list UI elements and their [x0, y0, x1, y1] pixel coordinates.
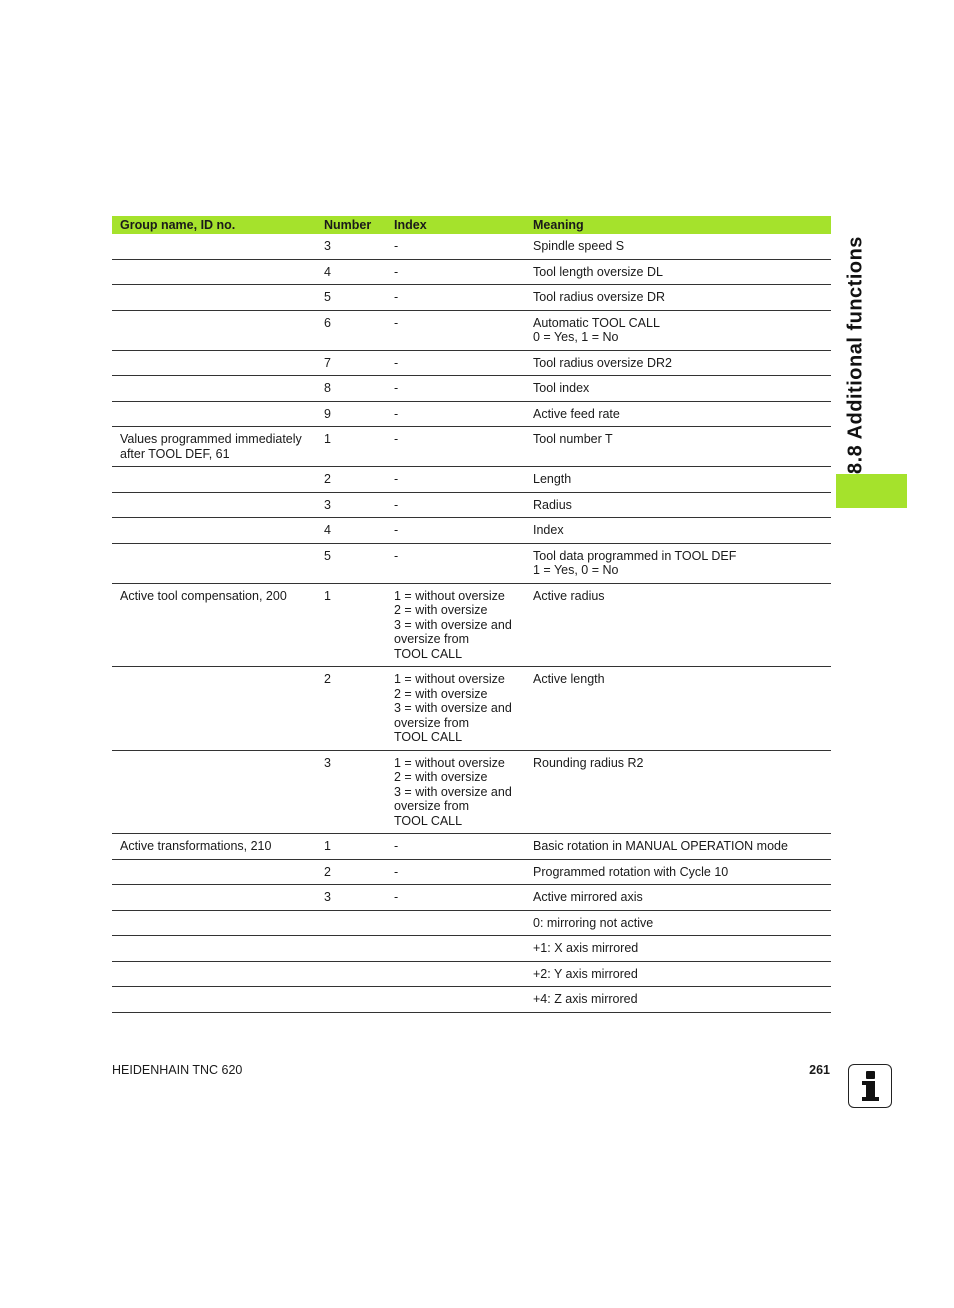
cell-meaning: Active feed rate: [533, 406, 620, 421]
cell-number: 3: [324, 497, 331, 512]
cell-index: -: [394, 264, 399, 279]
cell-group: [112, 916, 324, 931]
cell-number: 9: [324, 406, 331, 421]
table-header: [112, 216, 831, 234]
cell-index: -: [394, 239, 399, 253]
cell-group: [112, 523, 324, 538]
table-row: [112, 987, 831, 1013]
cell-meaning: Tool radius oversize DR2: [533, 355, 672, 370]
cell-index: -: [394, 890, 399, 904]
cell-number: 3: [324, 755, 331, 770]
cell-number: 3: [324, 239, 331, 253]
cell-group: [112, 941, 324, 956]
cell-number: 6: [324, 315, 331, 330]
cell-number: 8: [324, 381, 331, 395]
table-row: [112, 518, 831, 544]
cell-index: -: [394, 315, 399, 330]
cell-index: -: [394, 472, 399, 486]
cell-group: [112, 356, 324, 371]
cell-group: Active tool compensation, 200: [120, 588, 287, 603]
cell-meaning: Active length: [533, 672, 605, 686]
cell-group: [112, 672, 324, 745]
cell-index: 1 = without oversize 2 = with oversize 3 = with oversize and oversize from TOOL CALL: [394, 755, 512, 828]
parameter-table: [112, 216, 831, 1013]
table-row: [112, 351, 831, 377]
section-tab-marker: [836, 474, 907, 508]
cell-number: 7: [324, 355, 331, 370]
cell-group: [112, 549, 324, 578]
cell-group: [112, 967, 324, 982]
cell-meaning: +4: Z axis mirrored: [533, 992, 638, 1006]
table-row: [112, 402, 831, 428]
table-row: [112, 834, 831, 860]
cell-number: [324, 941, 394, 956]
table-row: [112, 493, 831, 519]
cell-group: [112, 756, 324, 829]
cell-meaning: Tool data programmed in TOOL DEF 1 = Yes, 0 = No: [533, 548, 737, 577]
table-row: [112, 911, 831, 937]
cell-number: 1: [324, 432, 331, 446]
cell-group: [112, 865, 324, 880]
cell-group: [112, 472, 324, 487]
cell-meaning: Basic rotation in MANUAL OPERATION mode: [533, 839, 788, 853]
section-title-text: 8.8 Additional functions: [844, 236, 867, 474]
table-row: [112, 376, 831, 402]
cell-index: [394, 992, 533, 1007]
cell-meaning: Spindle speed S: [533, 239, 625, 253]
cell-index: -: [394, 381, 399, 395]
table-row: [112, 667, 831, 751]
table-row: [112, 544, 831, 584]
info-icon: [848, 1064, 892, 1108]
cell-meaning: Tool number T: [533, 432, 613, 446]
cell-index: -: [394, 839, 399, 853]
cell-number: 2: [324, 472, 331, 486]
cell-meaning: Length: [533, 472, 572, 486]
cell-group: [112, 290, 324, 305]
cell-number: [324, 992, 394, 1007]
cell-number: 4: [324, 264, 331, 279]
header-number: Number: [324, 218, 372, 232]
cell-number: 4: [324, 523, 331, 537]
cell-meaning: Active mirrored axis: [533, 890, 643, 904]
table-row: [112, 584, 831, 668]
cell-number: 2: [324, 672, 331, 686]
cell-index: -: [394, 406, 399, 421]
cell-index: -: [394, 548, 399, 563]
cell-number: [324, 967, 394, 982]
cell-number: 5: [324, 548, 331, 563]
cell-index: 1 = without oversize 2 = with oversize 3 = with oversize and oversize from TOOL CALL: [394, 672, 512, 744]
cell-group: [112, 381, 324, 396]
table-row: [112, 234, 831, 260]
table-row: [112, 285, 831, 311]
cell-index: -: [394, 355, 399, 370]
cell-meaning: Radius: [533, 497, 572, 512]
cell-group: [112, 992, 324, 1007]
header-meaning: Meaning: [533, 218, 584, 232]
header-group: Group name, ID no.: [120, 218, 236, 232]
cell-number: 1: [324, 839, 331, 853]
cell-meaning: Tool radius oversize DR: [533, 290, 665, 304]
cell-index: -: [394, 523, 399, 537]
cell-meaning: +1: X axis mirrored: [533, 941, 639, 955]
table-row: [112, 860, 831, 886]
cell-index: 1 = without oversize 2 = with oversize 3 = with oversize and oversize from TOOL CALL: [394, 588, 512, 661]
cell-index: -: [394, 432, 399, 446]
cell-meaning: +2: Y axis mirrored: [533, 966, 638, 981]
cell-number: 1: [324, 588, 331, 603]
footer-product: HEIDENHAIN TNC 620: [112, 1063, 243, 1077]
cell-meaning: Programmed rotation with Cycle 10: [533, 864, 729, 879]
cell-number: 5: [324, 290, 331, 304]
cell-meaning: Tool index: [533, 381, 590, 395]
table-row: [112, 427, 831, 467]
cell-group: [112, 407, 324, 422]
cell-index: -: [394, 290, 399, 304]
table-row: [112, 962, 831, 988]
cell-number: 2: [324, 864, 331, 879]
cell-group: [112, 239, 324, 254]
table-row: [112, 936, 831, 962]
cell-group: Values programmed immediately after TOOL DEF, 61: [120, 432, 302, 461]
table-row: [112, 751, 831, 835]
table-row: [112, 885, 831, 911]
table-body: [112, 234, 831, 1013]
section-title: [836, 212, 876, 474]
header-index: Index: [394, 218, 427, 232]
cell-group: [112, 498, 324, 513]
cell-number: 3: [324, 890, 331, 904]
cell-meaning: Rounding radius R2: [533, 755, 644, 770]
cell-group: [112, 265, 324, 280]
table-row: [112, 467, 831, 493]
cell-group: [112, 890, 324, 905]
cell-meaning: Automatic TOOL CALL 0 = Yes, 1 = No: [533, 315, 660, 344]
cell-number: [324, 916, 394, 931]
cell-index: [394, 916, 533, 931]
page-number: 261: [809, 1063, 830, 1077]
cell-index: [394, 967, 533, 982]
table-row: [112, 260, 831, 286]
cell-meaning: 0: mirroring not active: [533, 915, 654, 930]
cell-meaning: Active radius: [533, 588, 605, 603]
cell-group: Active transformations, 210: [120, 839, 272, 853]
cell-index: -: [394, 864, 399, 879]
cell-meaning: Tool length oversize DL: [533, 264, 663, 279]
cell-index: [394, 941, 533, 956]
cell-meaning: Index: [533, 523, 564, 537]
cell-index: -: [394, 497, 399, 512]
table-row: [112, 311, 831, 351]
cell-group: [112, 316, 324, 345]
